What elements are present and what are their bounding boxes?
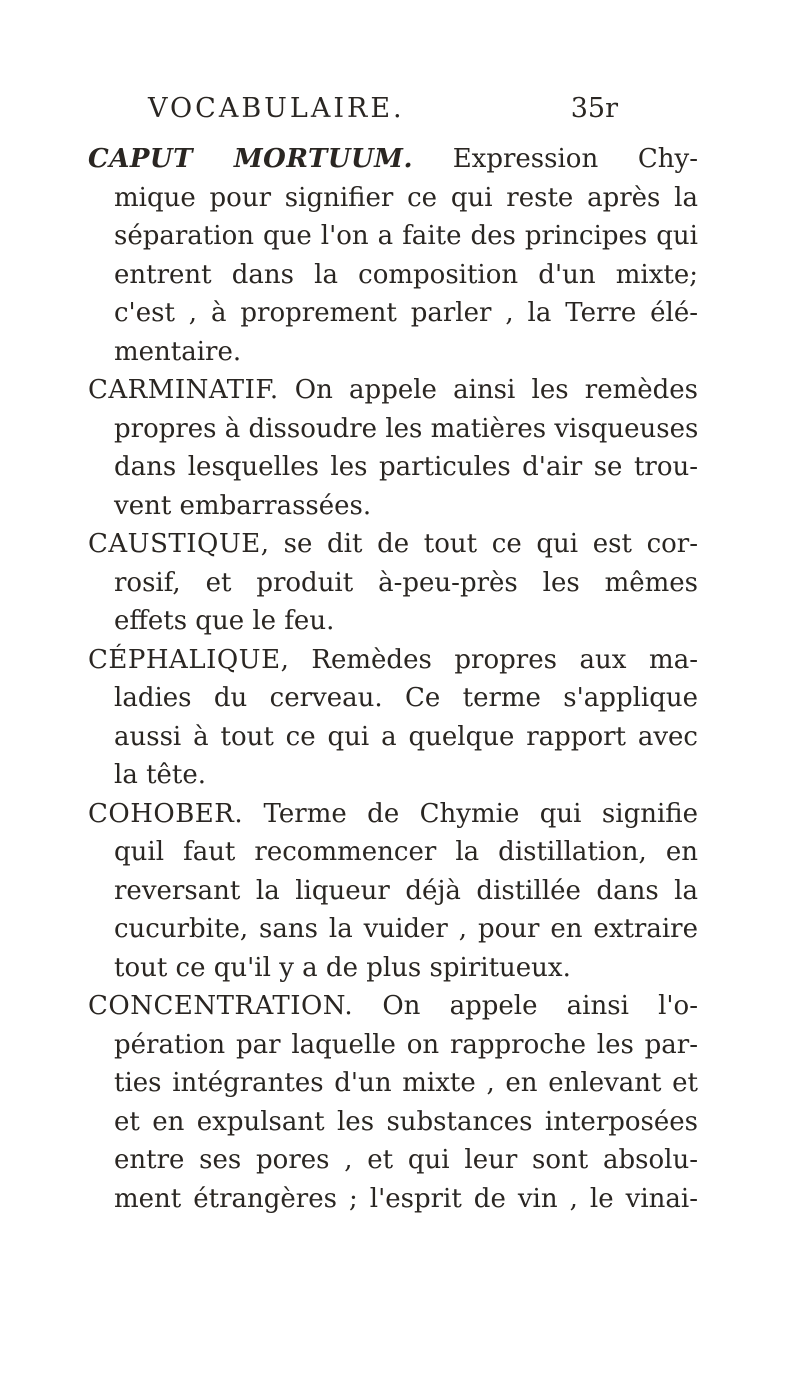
entry-line (88, 371, 698, 410)
entry-text: , se dit de tout ce qui est cor- (260, 529, 698, 559)
entry-text: , Remèdes propres aux ma- (280, 644, 698, 675)
entry-line: entrent dans la composition d'un mixte; (114, 259, 698, 290)
entry-carminatif (88, 371, 698, 525)
entry-line (88, 641, 698, 680)
dictionary-entries (88, 140, 698, 1218)
entry-line: dans lesquelles les particules d'air se trou- (114, 452, 698, 482)
entry-line (88, 525, 698, 564)
entry-headword: CARMINATIF. (88, 375, 279, 405)
entry-headword: CÉPHALIQUE (88, 644, 281, 675)
entry-text: Expression Chy- (413, 144, 698, 174)
entry-line: séparation que l'on a faite des principes qui (114, 221, 698, 251)
entry-line: propres à dissoudre les matières visqueuses (114, 413, 699, 444)
entry-caput-mortuum (88, 140, 698, 371)
entry-line: et en expulsant les substances interposées (114, 1106, 698, 1137)
entry-line: ment étrangères ; l'esprit de vin , le vinai- (114, 1183, 698, 1214)
entry-concentration (88, 987, 698, 1218)
entry-line (88, 987, 698, 1026)
entry-line: ties intégrantes d'un mixte , en enlevant et (114, 1068, 698, 1098)
entry-line: mentaire. (114, 336, 242, 367)
entry-line: ladies du cerveau. Ce terme s'applique (114, 683, 698, 713)
entry-line: reversant la liqueur déjà distillée dans la (114, 875, 698, 906)
entry-text: On appele ainsi l'o- (353, 991, 698, 1021)
entry-cephalique (88, 641, 698, 795)
entry-line: c'est , à proprement parler , la Terre élé- (114, 298, 698, 328)
entry-line: cucurbite, sans la vuider , pour en extraire (114, 914, 698, 944)
entry-line (88, 140, 698, 179)
entry-line: vent embarrassées. (114, 490, 372, 521)
entry-line (88, 795, 698, 834)
entry-line: entre ses pores , et qui leur sont absolu- (114, 1145, 698, 1175)
entry-line: aussi à tout ce qui a quelque rapport avec (114, 721, 698, 752)
entry-headword: CONCENTRATION. (88, 991, 354, 1021)
entry-headword: COHOBER. (88, 798, 244, 829)
entry-line: la tête. (114, 760, 207, 790)
entry-line: rosif, et produit à-peu-près les mêmes (114, 567, 698, 598)
entry-line: mique pour signifier ce qui reste après la (114, 182, 698, 213)
entry-line: effets que le feu. (114, 606, 335, 636)
running-head-title: VOCABULAIRE. (148, 93, 405, 124)
entry-line: tout ce qu'il y a de plus spiritueux. (114, 952, 571, 983)
entry-caustique (88, 525, 698, 641)
page-number: 35r (570, 93, 618, 124)
entry-headword: CAPUT MORTUUM. (88, 144, 414, 174)
entry-line: quil faut recommencer la distillation, en (114, 837, 698, 867)
entry-text: Terme de Chymie qui signifie (243, 798, 698, 829)
entry-headword: CAUSTIQUE (88, 529, 261, 559)
entry-cohober (88, 795, 698, 988)
running-head (148, 93, 618, 133)
entry-text: On appele ainsi les remèdes (278, 375, 698, 405)
entry-line: pération par laquelle on rapproche les par- (114, 1029, 698, 1060)
